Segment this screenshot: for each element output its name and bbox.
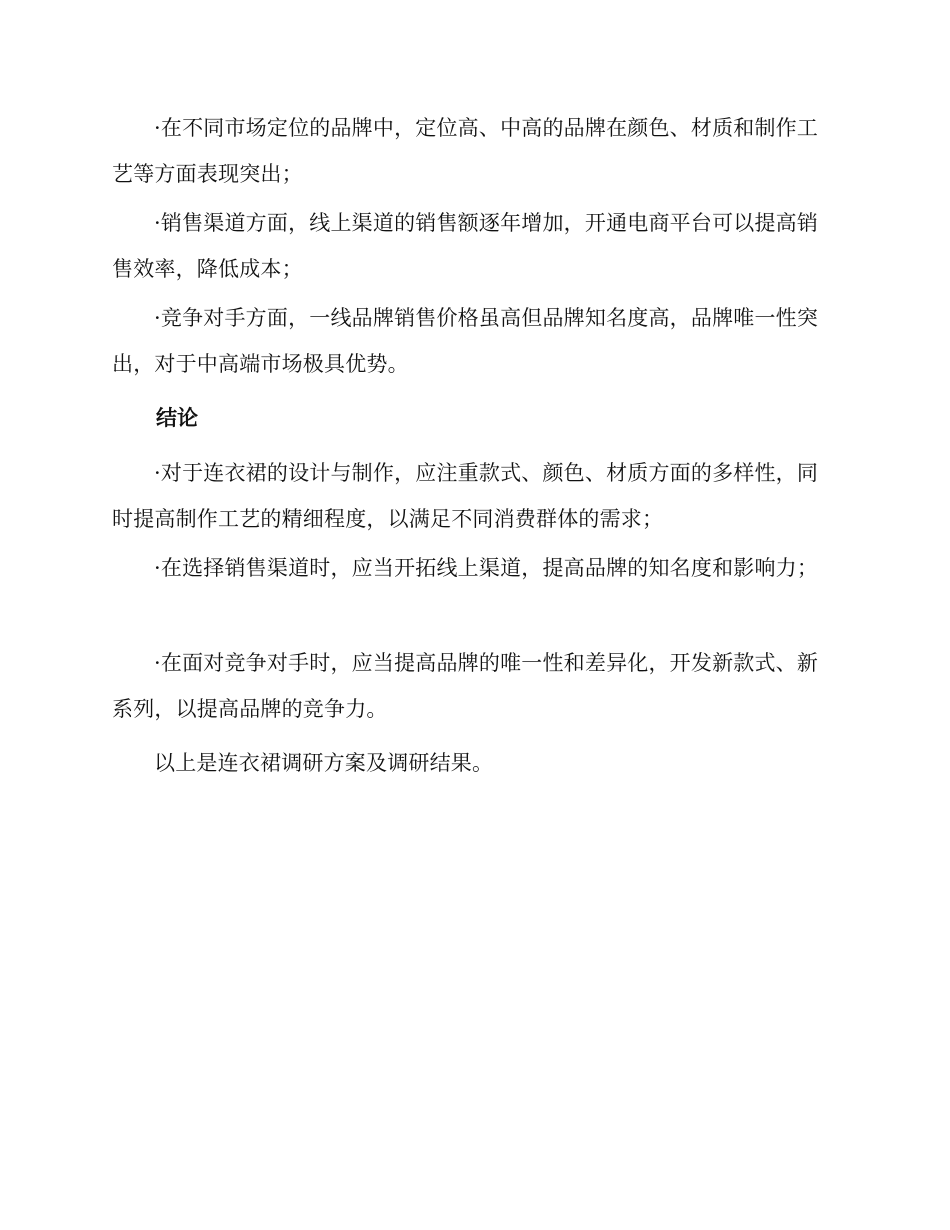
conclusion-competition: ·在面对竞争对手时，应当提高品牌的唯一性和差异化，开发新款式、新系列，以提高品牌的竞争力。 <box>112 651 819 721</box>
conclusion-design: ·对于连衣裙的设计与制作，应注重款式、颜色、材质方面的多样性，同时提高制作工艺的精细程度，以满足不同消费群体的需求； <box>112 461 819 531</box>
conclusion-heading: 结论 <box>156 405 198 430</box>
finding-competitors: ·竞争对手方面，一线品牌销售价格虽高但品牌知名度高，品牌唯一性突出，对于中高端市场极具优势。 <box>112 306 819 376</box>
finding-market-positioning: ·在不同市场定位的品牌中，定位高、中高的品牌在颜色、材质和制作工艺等方面表现突出； <box>112 116 819 186</box>
closing-sentence: 以上是连衣裙调研方案及调研结果。 <box>154 751 494 775</box>
finding-sales-channels: ·销售渠道方面，线上渠道的销售额逐年增加，开通电商平台可以提高销售效率，降低成本； <box>112 211 819 281</box>
conclusion-channels: ·在选择销售渠道时，应当开拓线上渠道，提高品牌的知名度和影响力； <box>154 556 819 580</box>
